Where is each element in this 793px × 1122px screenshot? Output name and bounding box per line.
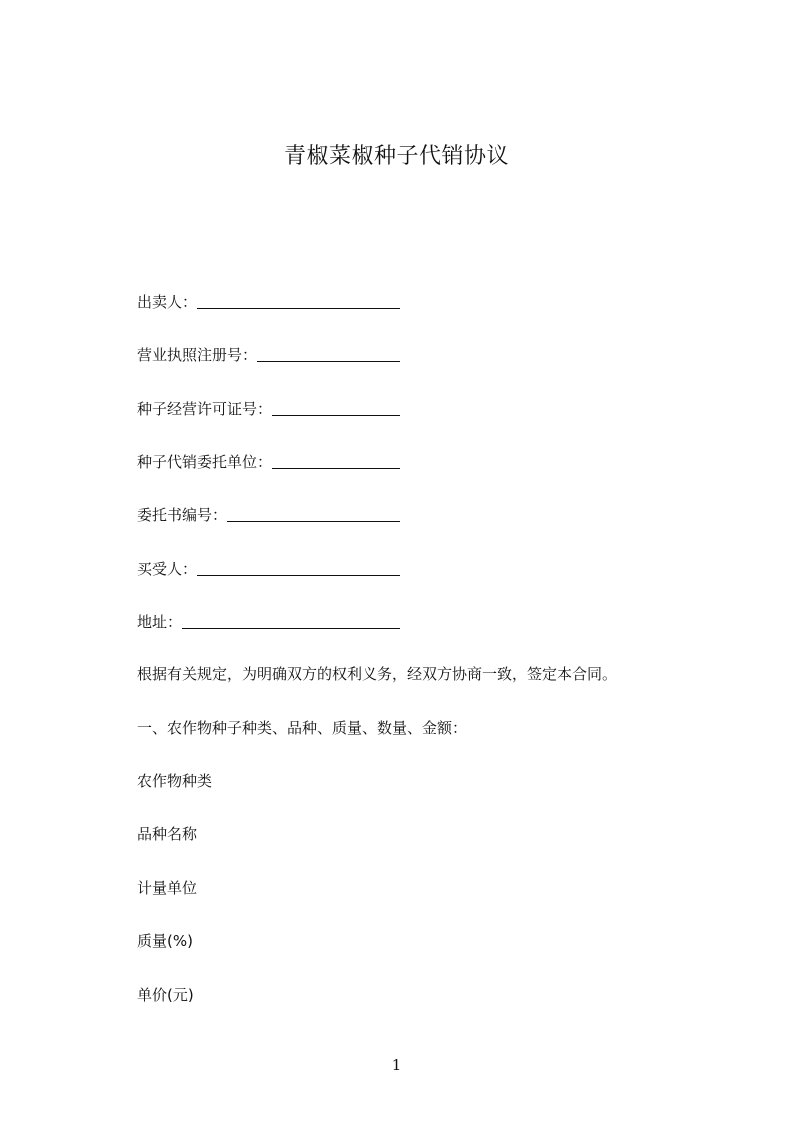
preamble-paragraph: 根据有关规定，为明确双方的权利义务，经双方协商一致，签定本合同。: [137, 665, 618, 683]
seed-permit-field: [137, 399, 400, 419]
seller-blank: [197, 294, 400, 309]
document-title: 青椒菜椒种子代销协议: [283, 144, 509, 169]
page-number: 1: [391, 1056, 402, 1074]
item-unit: 计量单位: [137, 879, 198, 897]
business-license-blank: [257, 347, 400, 362]
consignor-label: 种子代销委托单位：: [137, 453, 273, 471]
item-crop-type: 农作物种类: [137, 772, 213, 790]
consignor-field: [137, 452, 400, 472]
business-license-field: [137, 345, 400, 365]
item-unit-price: 单价(元): [137, 986, 194, 1004]
item-variety-name: 品种名称: [137, 825, 198, 843]
seller-label: 出卖人：: [137, 293, 198, 311]
consignor-blank: [272, 454, 400, 469]
authorization-number-label: 委托书编号：: [137, 506, 228, 524]
seed-permit-label: 种子经营许可证号：: [137, 400, 273, 418]
buyer-blank: [197, 561, 400, 576]
section-1-heading: 一、农作物种子种类、品种、质量、数量、金额：: [137, 719, 468, 737]
item-quality: 质量(%): [137, 932, 193, 950]
buyer-label: 买受人：: [137, 560, 198, 578]
business-license-label: 营业执照注册号：: [137, 346, 258, 364]
authorization-number-blank: [227, 507, 400, 522]
seed-permit-blank: [272, 401, 400, 416]
address-blank: [182, 614, 400, 629]
authorization-number-field: [137, 505, 400, 525]
address-label: 地址：: [137, 613, 183, 631]
address-field: [137, 612, 400, 632]
buyer-field: [137, 559, 400, 579]
seller-field: [137, 292, 400, 312]
